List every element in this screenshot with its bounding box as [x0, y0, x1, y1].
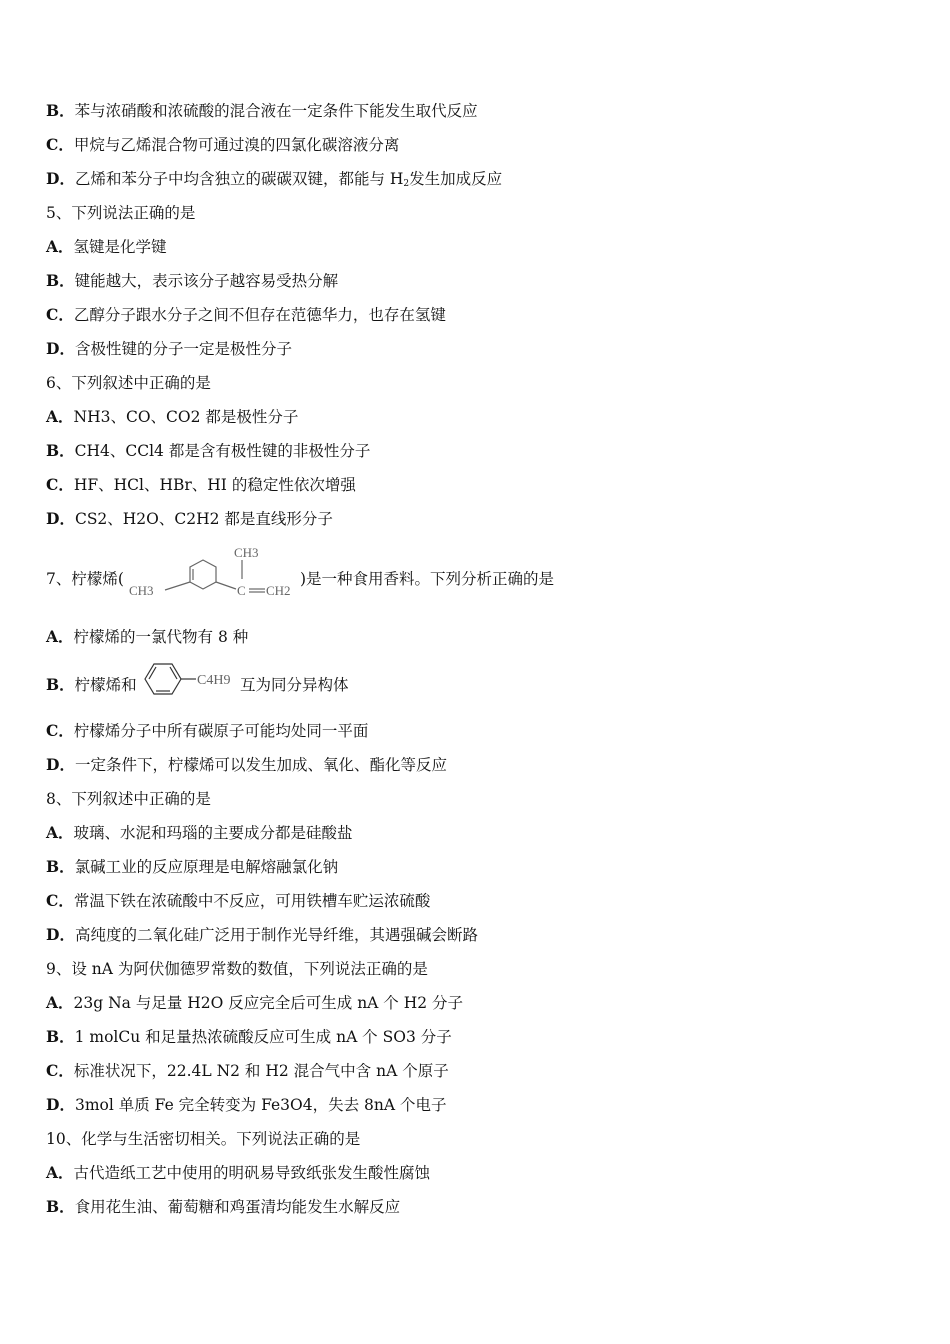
option-label: C． — [46, 1061, 74, 1080]
q7-option-d — [46, 755, 447, 775]
q8-option-d — [46, 925, 478, 945]
q6-option-b — [46, 441, 370, 461]
option-text: 柠檬烯和 — [74, 676, 137, 694]
option-label: D． — [46, 509, 75, 528]
option-label: A． — [46, 993, 74, 1012]
q8-stem: 8、下列叙述中正确的是 — [46, 790, 211, 808]
option-text: 高纯度的二氧化硅广泛用于制作光导纤维，其遇强碱会断路 — [74, 926, 478, 944]
option-text: 古代造纸工艺中使用的明矾易导致纸张发生酸性腐蚀 — [73, 1164, 431, 1182]
option-label: B． — [46, 857, 75, 876]
q5-option-c — [46, 305, 446, 325]
option-text: NH3、CO、CO2 都是极性分子 — [73, 408, 299, 426]
option-label: A． — [46, 407, 74, 426]
option-label: B． — [46, 271, 75, 290]
option-label: A． — [46, 823, 74, 842]
option-label: B． — [46, 1197, 75, 1216]
q4-option-d — [46, 169, 502, 189]
q7-stem-head: 7、柠檬烯( — [46, 570, 124, 588]
option-text: 标准状况下，22.4L N2 和 H2 混合气中含 nA 个原子 — [73, 1062, 449, 1080]
q6-option-c — [46, 475, 356, 495]
butylbenzene-structure — [140, 660, 240, 700]
q9-stem: 9、设 nA 为阿伏伽德罗常数的数值，下列说法正确的是 — [46, 960, 428, 978]
q9-option-a — [46, 993, 463, 1013]
option-label: C． — [46, 135, 74, 154]
q6-stem: 6、下列叙述中正确的是 — [46, 374, 211, 392]
option-text: 玻璃、水泥和玛瑙的主要成分都是硅酸盐 — [73, 824, 353, 842]
option-text: 乙烯和苯分子中均含独立的碳碳双键，都能与 H — [74, 170, 404, 188]
q7-option-b — [46, 675, 137, 695]
q4-option-b — [46, 101, 478, 121]
option-text-tail: 发生加成反应 — [409, 170, 503, 188]
carbon-atom: C — [237, 583, 246, 598]
option-text: 一定条件下，柠檬烯可以发生加成、氧化、酯化等反应 — [74, 756, 447, 774]
q10-stem: 10、化学与生活密切相关。下列说法正确的是 — [46, 1130, 361, 1148]
q9-option-d — [46, 1095, 447, 1115]
option-text: 甲烷与乙烯混合物可通过溴的四氯化碳溶液分离 — [73, 136, 400, 154]
option-label: A． — [46, 627, 74, 646]
option-label: B． — [46, 441, 75, 460]
q7-stem-tail: )是一种食用香料。下列分析正确的是 — [300, 570, 555, 588]
option-label: B． — [46, 675, 75, 694]
q7-option-a — [46, 627, 248, 647]
q4-option-c — [46, 135, 399, 155]
q9-option-b — [46, 1027, 452, 1047]
option-label: D． — [46, 755, 75, 774]
q5-stem: 5、下列说法正确的是 — [46, 204, 196, 222]
option-label: D． — [46, 169, 75, 188]
option-text: 柠檬烯分子中所有碳原子可能均处同一平面 — [73, 722, 369, 740]
option-label: B． — [46, 1027, 75, 1046]
q7-option-c — [46, 721, 368, 741]
option-label: C． — [46, 305, 74, 324]
option-text: 1 molCu 和足量热浓硫酸反应可生成 nA 个 SO3 分子 — [74, 1028, 452, 1046]
q5-option-a — [46, 237, 167, 257]
q6-option-d — [46, 509, 333, 529]
option-text: 3mol 单质 Fe 完全转变为 Fe3O4，失去 8nA 个电子 — [74, 1096, 447, 1114]
ch2-group: CH2 — [266, 583, 291, 598]
option-text: 键能越大，表示该分子越容易受热分解 — [74, 272, 339, 290]
option-text: 氢键是化学键 — [73, 238, 167, 256]
option-text: 氯碱工业的反应原理是电解熔融氯化钠 — [74, 858, 339, 876]
option-text: 乙醇分子跟水分子之间不但存在范德华力，也存在氢键 — [73, 306, 446, 324]
q6-option-a — [46, 407, 298, 427]
option-label: C． — [46, 475, 74, 494]
option-label: D． — [46, 1095, 75, 1114]
option-text: 柠檬烯的一氯代物有 8 种 — [73, 628, 249, 646]
option-text: CH4、CCl4 都是含有极性键的非极性分子 — [74, 442, 371, 460]
option-text: 苯与浓硝酸和浓硫酸的混合液在一定条件下能发生取代反应 — [74, 102, 478, 120]
q5-option-b — [46, 271, 338, 291]
option-label: A． — [46, 237, 74, 256]
ch3-left: CH3 — [129, 583, 154, 598]
option-text: 常温下铁在浓硫酸中不反应，可用铁槽车贮运浓硫酸 — [73, 892, 431, 910]
q10-option-a — [46, 1163, 430, 1183]
option-text: 含极性键的分子一定是极性分子 — [74, 340, 292, 358]
option-label: C． — [46, 721, 74, 740]
q7-option-b-tail: 互为同分异构体 — [240, 676, 349, 694]
subscript: 2 — [403, 179, 410, 189]
q5-option-d — [46, 339, 292, 359]
option-label: D． — [46, 339, 75, 358]
option-text: HF、HCl、HBr、HI 的稳定性依次增强 — [73, 476, 356, 494]
c4h9-group: C4H9 — [197, 673, 231, 688]
q10-option-b — [46, 1197, 400, 1217]
limonene-structure — [125, 542, 300, 602]
option-text: CS2、H2O、C2H2 都是直线形分子 — [74, 510, 333, 528]
option-text: 23g Na 与足量 H2O 反应完全后可生成 nA 个 H2 分子 — [73, 994, 464, 1012]
option-label: B． — [46, 101, 75, 120]
q8-option-b — [46, 857, 338, 877]
q9-option-c — [46, 1061, 449, 1081]
q8-option-a — [46, 823, 353, 843]
option-text: 食用花生油、葡萄糖和鸡蛋清均能发生水解反应 — [74, 1198, 401, 1216]
q8-option-c — [46, 891, 430, 911]
option-label: D． — [46, 925, 75, 944]
option-label: A． — [46, 1163, 74, 1182]
option-label: C． — [46, 891, 74, 910]
ch3-top: CH3 — [234, 545, 259, 560]
